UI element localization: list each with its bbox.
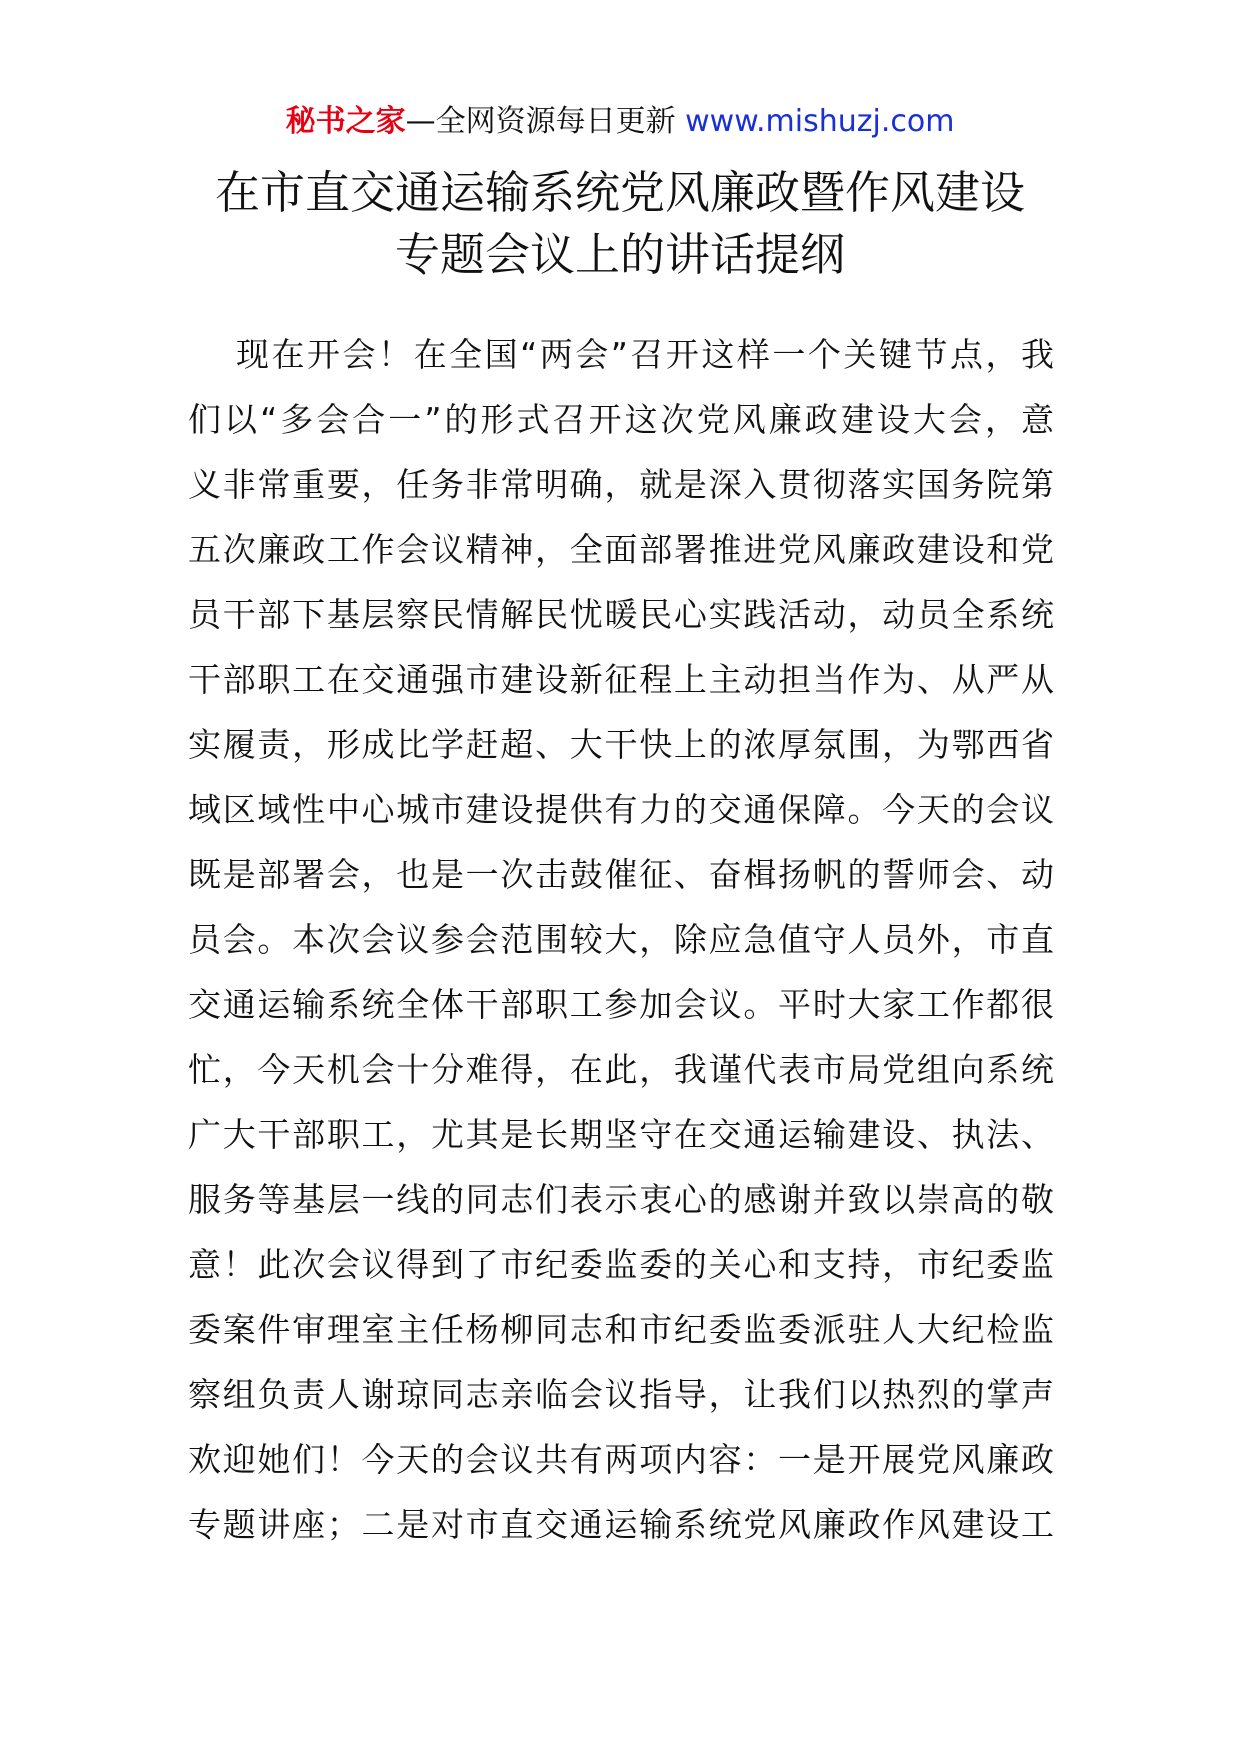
body-paragraph bbox=[188, 322, 1054, 1557]
body-line: 服务等基层一线的同志们表示衷心的感谢并致以崇高的敬 bbox=[188, 1180, 1054, 1219]
body-line: 员会。本次会议参会范围较大，除应急值守人员外，市直 bbox=[188, 920, 1054, 959]
site-url-link[interactable]: www.mishuzj.com bbox=[685, 104, 955, 139]
body-line: 欢迎她们！今天的会议共有两项内容：一是开展党风廉政 bbox=[188, 1440, 1054, 1479]
body-line: 义非常重要，任务非常明确，就是深入贯彻落实国务院第 bbox=[188, 465, 1054, 504]
body-line: 干部职工在交通强市建设新征程上主动担当作为、从严从 bbox=[188, 660, 1054, 699]
body-line: 委案件审理室主任杨柳同志和市纪委监委派驻人大纪检监 bbox=[188, 1310, 1054, 1349]
body-line: 们以“多会合一”的形式召开这次党风廉政建设大会，意 bbox=[188, 400, 1054, 439]
body-line: 域区域性中心城市建设提供有力的交通保障。今天的会议 bbox=[188, 790, 1054, 829]
body-line: 广大干部职工，尤其是长期坚守在交通运输建设、执法、 bbox=[188, 1115, 1054, 1154]
body-line: 实履责，形成比学赶超、大干快上的浓厚氛围，为鄂西省 bbox=[188, 725, 1054, 764]
body-line: 交通运输系统全体干部职工参加会议。平时大家工作都很 bbox=[188, 985, 1054, 1024]
header-tagline: —全网资源每日更新 bbox=[405, 104, 686, 139]
body-line: 意！此次会议得到了市纪委监委的关心和支持，市纪委监 bbox=[188, 1245, 1054, 1284]
brand-name: 秘书之家 bbox=[285, 104, 406, 139]
title-line-2: 专题会议上的讲话提纲 bbox=[394, 228, 845, 281]
body-line: 现在开会！在全国“两会”召开这样一个关键节点，我 bbox=[236, 335, 1054, 374]
site-header bbox=[0, 100, 1240, 144]
document-title bbox=[0, 162, 1240, 286]
body-line: 专题讲座；二是对市直交通运输系统党风廉政作风建设工 bbox=[188, 1505, 1054, 1544]
title-line-1: 在市直交通运输系统党风廉政暨作风建设 bbox=[214, 166, 1025, 219]
body-line: 既是部署会，也是一次击鼓催征、奋楫扬帆的誓师会、动 bbox=[188, 855, 1054, 894]
body-line: 五次廉政工作会议精神，全面部署推进党风廉政建设和党 bbox=[188, 530, 1054, 569]
body-line: 员干部下基层察民情解民忧暖民心实践活动，动员全系统 bbox=[188, 595, 1054, 634]
body-line: 忙，今天机会十分难得，在此，我谨代表市局党组向系统 bbox=[188, 1050, 1054, 1089]
body-line: 察组负责人谢琼同志亲临会议指导，让我们以热烈的掌声 bbox=[188, 1375, 1054, 1414]
